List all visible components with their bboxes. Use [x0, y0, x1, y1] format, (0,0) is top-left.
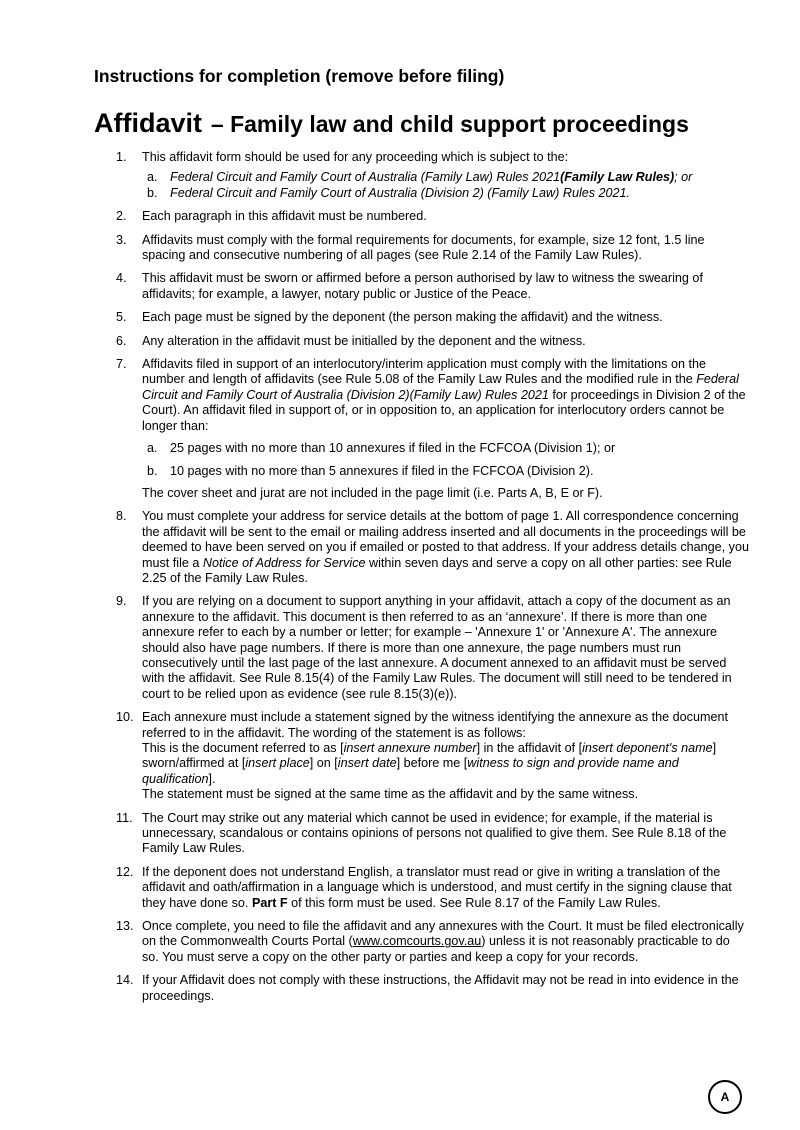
list-item-13: 13. Once complete, you need to file the affidavit and any annexures with the Court. It must be filed electronically on the Commonwealth Courts Portal (www.comcourts.gov.au) unless it is not reasonably practicable to do so. You must serve a copy on the other party or parties and keep a copy for your records. [116, 919, 744, 964]
list-item-14: 14. If your Affidavit does not comply with these instructions, the Affidavit may not be read in into evidence in the proceedings. [116, 973, 739, 1003]
sub-item-a: a. 25 pages with no more than 10 annexures if filed in the FCFCOA (Division 1); or [147, 441, 616, 456]
list-item-2: 2. Each paragraph in this affidavit must be numbered. [116, 209, 427, 224]
page-title [94, 103, 689, 140]
list-item-7: 7. Affidavits filed in support of an interlocutory/interim application must comply with the limitations on the number and length of affidavits (see Rule 5.08 of the Family Law Rules and the modified rule in the Federal Circuit and Family Court of Australia (Division 2)(Family Law) Rules 2021 for proceedings in Division 2 of the Court). An affidavit filed in support of, or in opposition to, an application for interlocutory orders cannot be longer than: a. 25 pages with no more than 10 annexures if filed in the FCFCOA (Division 1); or b. 10 pages with no more than 5 annexures if filed in the FCFCOA (Division 2). The cover sheet and jurat are not included in the page limit (i.e. Parts A, B, E or F). [94, 357, 749, 501]
item-text: This affidavit form should be used for any proceeding which is subject to the: [142, 150, 569, 164]
comcourts-link[interactable]: www.comcourts.gov.au [352, 934, 482, 949]
instructions-heading: Instructions for completion (remove before filing) [94, 66, 505, 86]
list-item-5: 5. Each page must be signed by the deponent (the person making the affidavit) and the witness. [116, 310, 663, 325]
list-item-9: 9. If you are relying on a document to support anything in your affidavit, attach a copy of the document as an annexure to the affidavit. This document is then referred to as an ‘annexure’. If there is more than one annexure refer to each by a number or letter; for example – 'Annexure 1' or 'Annexure A'. The annexure should also have page numbers. If there is more than one annexure, the page numbers must run consecutively until the last page of the last annexure. A document annexed to an affidavit must be served with the affidavit. See Rule 8.15(4) of the Family Law Rules. The document will still need to be tendered in court to be relied upon as evidence (see rule 8.15(3)(e)). [116, 594, 732, 701]
list-item-3: 3. Affidavits must comply with the formal requirements for documents, for example, size 12 font, 1.5 line spacing and consecutive numbering of all pages (see Rule 2.14 of the Family Law Rules). [116, 232, 705, 263]
list-item-11: 11. The Court may strike out any material which cannot be used in evidence; for example, if the material is unnecessary, scandalous or contains opinions of persons not qualified to give them. See Rule 8.18 of the Family Law Rules. [116, 810, 727, 856]
title-rest: – Family law and child support proceedings [210, 111, 689, 137]
title-main: Affidavit [94, 108, 202, 138]
item-note: The statement must be signed at the same time as the affidavit and by the same witness. [142, 787, 639, 802]
list-item-12: 12. If the deponent does not understand English, a translator must read or give in writing a translation of the affidavit and oath/affirmation in a language which is understood, and must certify in the signing clause that they have done so. Part F of this form must be used. See Rule 8.17 of the Family Law Rules. [116, 864, 732, 910]
item-number: 1. [116, 150, 127, 164]
list-item-6: 6. Any alteration in the affidavit must be initialled by the deponent and the witness. [116, 333, 586, 348]
list-item-10: 10. Each annexure must include a statement signed by the witness identifying the annexure as the document referred to in the affidavit. The wording of the statement is as follows: This is the document referred to as [insert annexure number] in the affidavit of [insert deponent's name] sworn/affirmed at [insert place] on [insert date] before me [witness to sign and provide name and qualification]. The statement must be signed at the same time as the affidavit and by the same witness. [94, 710, 749, 802]
list-item-4: 4. This affidavit must be sworn or affirmed before a person authorised by law to witness the swearing of affidavits; for example, a lawyer, notary public or Justice of the Peace. [116, 271, 703, 301]
sub-item-a: a. Federal Circuit and Family Court of Australia (Family Law) Rules 2021(Family Law Rules); or [147, 170, 693, 185]
part-badge: A [708, 1080, 742, 1114]
sub-item-b: b. Federal Circuit and Family Court of Australia (Division 2) (Family Law) Rules 2021. [147, 185, 631, 200]
list-item-1 [94, 150, 749, 201]
instruction-list [94, 150, 749, 1012]
item-note: The cover sheet and jurat are not included in the page limit (i.e. Parts A, B, E or F). [142, 485, 603, 500]
sub-item-b: b. 10 pages with no more than 5 annexures if filed in the FCFCOA (Division 2). [147, 463, 594, 478]
list-item-8: 8. You must complete your address for service details at the bottom of page 1. All correspondence concerning the affidavit will be sent to the email or mailing address inserted and all documents in the proceedings will be deemed to have been served on you if emailed or posted to that address. If your address details change, you must file a Notice of Address for Service within seven days and serve a copy on all other parties: see Rule 2.25 of the Family Law Rules. [116, 509, 749, 585]
annexure-statement: This is the document referred to as [insert annexure number] in the affidavit of [insert deponent's name] sworn/affirmed at [insert place] on [insert date] before me [witness to sign and provide name and qualification]. [142, 741, 717, 786]
